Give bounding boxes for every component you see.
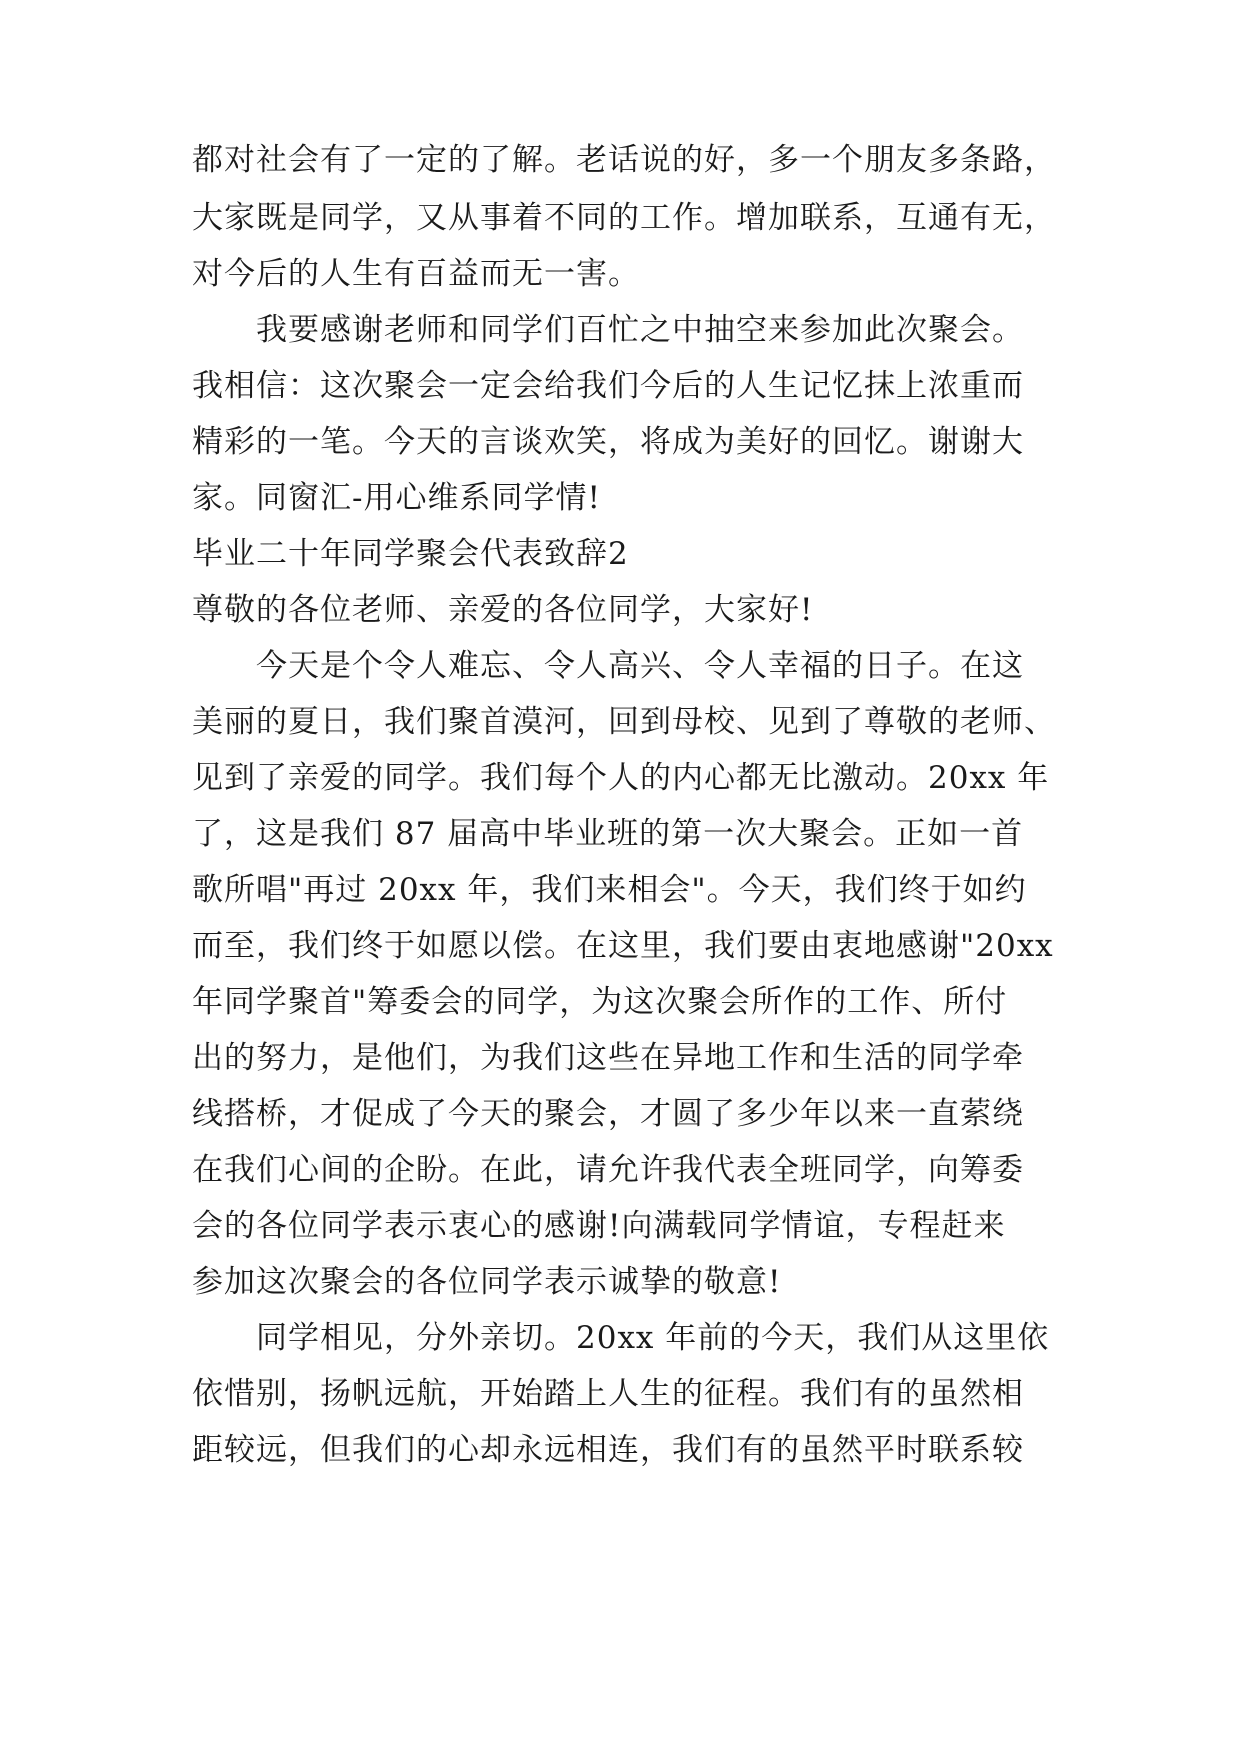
text-line: 线搭桥，才促成了今天的聚会，才圆了多少年以来一直萦绕: [192, 1096, 1024, 1132]
text-line: 我相信：这次聚会一定会给我们今后的人生记忆抹上浓重而: [192, 368, 1024, 404]
text-line: 歌所唱"再过 20xx 年，我们来相会"。今天，我们终于如约: [192, 872, 1027, 908]
text-line: 见到了亲爱的同学。我们每个人的内心都无比激动。20xx 年: [192, 760, 1050, 796]
text-line: 距较远，但我们的心却永远相连，我们有的虽然平时联系较: [192, 1432, 1024, 1468]
section-heading: 毕业二十年同学聚会代表致辞2: [192, 536, 629, 572]
text-line: 大家既是同学，又从事着不同的工作。增加联系，互通有无，: [192, 200, 1056, 236]
text-line: 年同学聚首"筹委会的同学，为这次聚会所作的工作、所付: [192, 984, 1008, 1020]
salutation: 尊敬的各位老师、亲爱的各位同学，大家好!: [192, 592, 814, 628]
text-line: 参加这次聚会的各位同学表示诚挚的敬意!: [192, 1264, 782, 1300]
paragraph-first-line: 今天是个令人难忘、令人高兴、令人幸福的日子。在这: [256, 648, 1024, 684]
text-line: 依惜别，扬帆远航，开始踏上人生的征程。我们有的虽然相: [192, 1376, 1024, 1412]
paragraph-first-line: 我要感谢老师和同学们百忙之中抽空来参加此次聚会。: [256, 312, 1024, 348]
text-line: 精彩的一笔。今天的言谈欢笑，将成为美好的回忆。谢谢大: [192, 424, 1024, 460]
text-line: 在我们心间的企盼。在此，请允许我代表全班同学，向筹委: [192, 1152, 1024, 1188]
text-line: 出的努力，是他们，为我们这些在异地工作和生活的同学牵: [192, 1040, 1024, 1076]
paragraph-first-line: 同学相见，分外亲切。20xx 年前的今天，我们从这里依: [256, 1320, 1050, 1356]
text-line: 会的各位同学表示衷心的感谢!向满载同学情谊，专程赶来: [192, 1208, 1006, 1244]
text-line: 家。同窗汇-用心维系同学情!: [192, 480, 601, 516]
text-line: 对今后的人生有百益而无一害。: [192, 256, 640, 292]
text-line: 而至，我们终于如愿以偿。在这里，我们要由衷地感谢"20xx: [192, 928, 1054, 964]
text-line: 了，这是我们 87 届高中毕业班的第一次大聚会。正如一首: [192, 816, 1024, 852]
text-line: 美丽的夏日，我们聚首漠河，回到母校、见到了尊敬的老师、: [192, 704, 1056, 740]
text-line: 都对社会有了一定的了解。老话说的好，多一个朋友多条路，: [192, 142, 1056, 178]
